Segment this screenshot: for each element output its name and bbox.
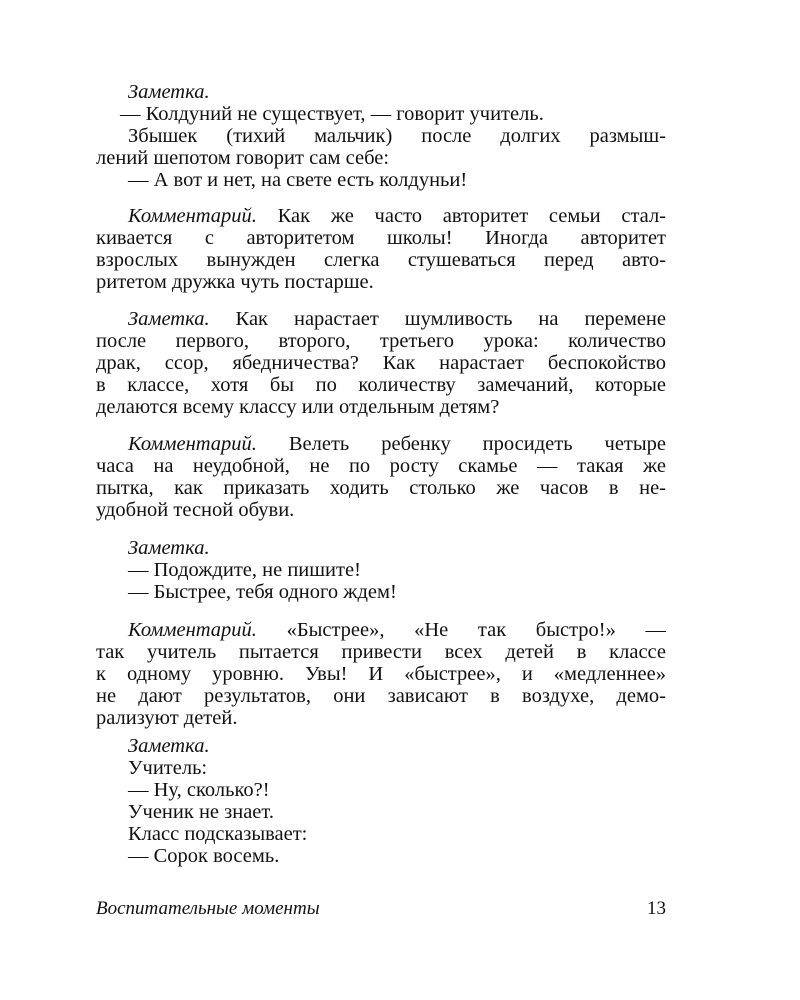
comment-label: Комментарий. [128, 433, 257, 455]
comment-block-1 [96, 205, 666, 293]
comment-label: Комментарий. [128, 205, 257, 227]
paragraph-line: пытка, как приказать ходить столько же часов в не- [96, 477, 666, 499]
paragraph-first-line [96, 308, 666, 330]
dialogue-line: — А вот и нет, на свете есть колдуньи! [128, 169, 468, 191]
paragraph-text: «Быстрее», «Не так быстро!» — [286, 619, 666, 641]
page-number: 13 [647, 898, 666, 919]
paragraph-line: делаются всему классу или отдельным детям? [96, 396, 500, 418]
dialogue-line: — Подождите, не пишите! [128, 559, 361, 581]
note-label: Заметка. [128, 537, 210, 559]
note-block-4 [96, 735, 666, 867]
paragraph-first-line [96, 619, 666, 641]
note-label: Заметка. [128, 308, 210, 330]
paragraph-text: Как нарастает шумливость на перемене [235, 308, 666, 330]
comment-label: Комментарий. [128, 619, 257, 641]
dialogue-line: — Ну, сколько?! [128, 779, 270, 801]
note-label: Заметка. [128, 81, 210, 103]
paragraph-line: так учитель пытается привести всех детей в классе [96, 641, 666, 663]
paragraph-line: после первого, второго, третьего урока: количество [96, 330, 666, 352]
note-label: Заметка. [128, 735, 210, 757]
paragraph-first-line [96, 433, 666, 455]
paragraph-line: драк, ссор, ябедничества? Как нарастает беспокойство [96, 352, 666, 374]
note-block-1 [96, 81, 666, 191]
note-block-3 [96, 537, 666, 603]
paragraph-line: часа на неудобной, не по росту скамье — такая же [96, 455, 666, 477]
paragraph-line: к одному уровню. Увы! И «быстрее», и «медленнее» [96, 663, 666, 685]
dialogue-line: — Колдуний не существует, — говорит учитель. [120, 103, 544, 125]
paragraph-line: Класс подсказывает: [128, 823, 308, 845]
running-title: Воспитательные моменты [96, 898, 320, 919]
paragraph-line: ритетом дружка чуть постарше. [96, 271, 374, 293]
note-block-2 [96, 308, 666, 418]
comment-block-2 [96, 433, 666, 521]
paragraph-line: не дают результатов, они зависают в воздухе, демо- [96, 685, 666, 707]
paragraph-line: Учитель: [128, 757, 208, 779]
paragraph-line: взрослых вынужден слегка стушеваться перед авто- [96, 249, 666, 271]
comment-block-3 [96, 619, 666, 729]
paragraph-line: лений шепотом говорит сам себе: [96, 147, 390, 169]
paragraph-line: Збышек (тихий мальчик) после долгих размыш- [128, 125, 666, 147]
paragraph-line: кивается с авторитетом школы! Иногда авторитет [96, 227, 666, 249]
paragraph-line: в классе, хотя бы по количеству замечаний, которые [96, 374, 666, 396]
paragraph-line: удобной тесной обуви. [96, 499, 295, 521]
paragraph-line: рализуют детей. [96, 707, 238, 729]
paragraph-line: Ученик не знает. [128, 801, 274, 823]
paragraph-first-line [96, 205, 666, 227]
dialogue-line: — Сорок восемь. [128, 845, 280, 867]
dialogue-line: — Быстрее, тебя одного ждем! [128, 581, 397, 603]
paragraph-text: Как же часто авторитет семьи стал- [277, 205, 666, 227]
paragraph-text: Велеть ребенку просидеть четыре [288, 433, 666, 455]
